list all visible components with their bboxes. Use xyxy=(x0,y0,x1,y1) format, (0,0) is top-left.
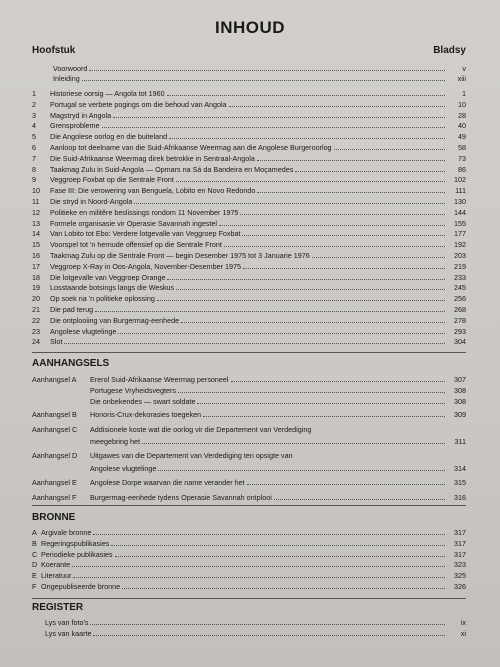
entry-label xyxy=(50,100,445,110)
entry-title: Voorwoord xyxy=(53,64,88,73)
dot-leader xyxy=(142,437,445,444)
entry-page-number: 58 xyxy=(458,143,466,152)
entry-label xyxy=(50,154,445,164)
entry-page-number: 256 xyxy=(454,294,466,304)
dot-leader xyxy=(118,327,445,334)
entry-number: 19 xyxy=(32,283,40,293)
entry-number: 8 xyxy=(32,164,36,174)
dot-leader xyxy=(312,251,445,258)
appendix-prefix: Aanhangsel F xyxy=(32,493,77,502)
dot-leader xyxy=(295,165,445,172)
entry-label xyxy=(41,571,445,581)
appendix-entry xyxy=(0,478,500,488)
entry-page-number: 309 xyxy=(454,410,466,419)
entry-title: meegebring het xyxy=(90,437,140,446)
entry-label xyxy=(50,327,445,337)
entry-page-number: ix xyxy=(460,618,466,627)
front-matter-entry xyxy=(0,74,500,84)
entry-page-number: 307 xyxy=(454,375,466,384)
entry-page-number: 130 xyxy=(454,197,466,206)
entry-page-number: 317 xyxy=(454,538,466,548)
entry-number: 10 xyxy=(32,186,40,196)
dot-leader xyxy=(257,186,445,193)
entry-title: Die ontplooiing van Burgermag-eenhede xyxy=(50,315,180,325)
entry-page-number: 308 xyxy=(454,386,466,395)
entry-title: Burgermag-eenhede tydens Operasie Savannah ontplooi xyxy=(90,493,272,502)
dot-leader xyxy=(197,397,445,404)
dot-leader xyxy=(240,208,445,215)
entry-title: Ererol Suid-Afrikaanse Weermag personeel xyxy=(90,375,229,384)
entry-title: Voorspel tot 'n hernude offensief op die Sentrale Front xyxy=(50,240,222,250)
entry-number: 16 xyxy=(32,251,40,260)
entry-label xyxy=(50,305,445,315)
entry-number: 9 xyxy=(32,175,36,185)
page-column-heading: Bladsy xyxy=(433,45,466,56)
entry-page-number: 102 xyxy=(454,175,466,185)
entry-title: Op soek na 'n politieke oplossing xyxy=(50,294,155,304)
entry-title: Grensprobleme xyxy=(50,121,100,131)
dot-leader xyxy=(167,273,445,280)
entry-number: 20 xyxy=(32,294,40,304)
chapter-entry xyxy=(0,132,500,142)
dot-leader xyxy=(89,64,445,71)
appendix-entry xyxy=(0,375,500,385)
entry-label xyxy=(45,629,445,639)
entry-label xyxy=(90,410,445,420)
entry-title: Politieke en militêre beslissings rondom 11 November 1975 xyxy=(50,207,239,217)
entry-number: 18 xyxy=(32,272,40,282)
entry-title: Die onbekendes — swart soldate xyxy=(90,397,196,406)
entry-page-number: 317 xyxy=(454,549,466,559)
chapter-entry xyxy=(0,240,500,250)
entry-label xyxy=(41,539,445,549)
entry-label xyxy=(50,121,445,131)
appendix-entry xyxy=(0,386,500,396)
entry-title: Die Suid-Afrikaanse Weermag direk betrokke in Sentraal-Angola xyxy=(50,153,255,163)
appendix-prefix: Aanhangsel B xyxy=(32,410,77,419)
dot-leader xyxy=(203,410,445,417)
chapter-entry xyxy=(0,100,500,110)
entry-label xyxy=(90,451,440,461)
entry-page-number: xiii xyxy=(457,74,466,83)
entry-label xyxy=(41,560,445,570)
entry-label xyxy=(90,464,445,474)
dot-leader xyxy=(176,175,445,182)
entry-label xyxy=(90,425,440,435)
entry-page-number: 49 xyxy=(458,132,466,142)
entry-title: Van Lobito tot Ebo: Verdere lotgevalle van Veggroep Foxbat xyxy=(50,229,241,239)
entry-title: Portugese Vryheidsvegters xyxy=(90,386,177,395)
entry-title: Literatuur xyxy=(41,571,72,581)
entry-number: 7 xyxy=(32,153,36,163)
entry-page-number: 233 xyxy=(454,272,466,282)
bronne-heading: BRONNE xyxy=(32,512,76,523)
entry-label xyxy=(50,273,445,283)
chapter-entry xyxy=(0,229,500,239)
entry-page-number: 1 xyxy=(462,89,466,98)
dot-leader xyxy=(158,464,445,471)
entry-page-number: 245 xyxy=(454,283,466,293)
entry-page-number: 203 xyxy=(454,251,466,260)
entry-page-number: 278 xyxy=(454,315,466,325)
appendix-entry xyxy=(0,493,500,503)
chapter-entry xyxy=(0,89,500,99)
entry-label xyxy=(45,618,445,628)
entry-page-number: 86 xyxy=(458,164,466,174)
entry-number: 3 xyxy=(32,110,36,120)
entry-label xyxy=(90,386,445,396)
entry-number: C xyxy=(32,549,38,559)
dot-leader xyxy=(334,143,445,150)
entry-label xyxy=(50,262,445,272)
entry-label xyxy=(50,197,445,207)
chapter-entry xyxy=(0,175,500,185)
dot-leader xyxy=(111,539,445,546)
chapter-entry xyxy=(0,294,500,304)
dot-leader xyxy=(82,74,445,81)
dot-leader xyxy=(157,294,445,301)
appendix-prefix: Aanhangsel E xyxy=(32,478,77,487)
dot-leader xyxy=(243,262,445,269)
dot-leader xyxy=(257,154,445,161)
entry-page-number: 40 xyxy=(458,121,466,131)
entry-page-number: 311 xyxy=(454,437,466,446)
entry-number: 6 xyxy=(32,143,36,152)
entry-title: Uitgawes van die Departement van Verdediging ten opsigte van xyxy=(90,451,293,460)
entry-number: 4 xyxy=(32,121,36,131)
source-entry xyxy=(0,550,500,560)
entry-number: F xyxy=(32,582,37,591)
chapter-entry xyxy=(0,251,500,261)
chapter-entry xyxy=(0,327,500,337)
entry-label xyxy=(53,74,445,84)
dot-leader xyxy=(115,550,445,557)
entry-number: 14 xyxy=(32,229,40,239)
entry-title: Inleiding xyxy=(53,74,80,83)
entry-label xyxy=(41,528,445,538)
entry-title: Argivale bronne xyxy=(41,528,92,537)
appendix-entry xyxy=(0,464,500,474)
chapter-entry xyxy=(0,165,500,175)
entry-number: 1 xyxy=(32,89,36,98)
entry-page-number: 323 xyxy=(454,560,466,570)
entry-page-number: 293 xyxy=(454,326,466,336)
entry-title: Slot xyxy=(50,337,63,347)
entry-label xyxy=(90,375,445,385)
dot-leader xyxy=(122,582,445,589)
dot-leader xyxy=(167,89,445,96)
chapter-entry xyxy=(0,186,500,196)
entry-page-number: 177 xyxy=(454,229,466,239)
entry-label xyxy=(50,111,445,121)
entry-label xyxy=(50,175,445,185)
entry-number: 23 xyxy=(32,326,40,336)
dot-leader xyxy=(93,528,445,535)
chapter-entry xyxy=(0,305,500,315)
entry-page-number: 28 xyxy=(458,110,466,120)
entry-page-number: 316 xyxy=(454,493,466,502)
dot-leader xyxy=(229,100,445,107)
dot-leader xyxy=(242,229,445,236)
entry-label xyxy=(50,89,445,99)
dot-leader xyxy=(181,316,445,323)
entry-page-number: 314 xyxy=(454,464,466,473)
chapter-column-heading: Hoofstuk xyxy=(32,45,76,56)
entry-title: Veggroep Foxbat op die Sentrale Front xyxy=(50,175,174,185)
entry-number: 12 xyxy=(32,207,40,217)
dot-leader xyxy=(169,132,445,139)
entry-number: B xyxy=(32,538,37,548)
entry-page-number: 111 xyxy=(455,186,466,196)
appendix-entry xyxy=(0,410,500,420)
dot-leader xyxy=(224,240,445,247)
aanhangsels-heading: AANHANGSELS xyxy=(32,358,110,369)
entry-number: 2 xyxy=(32,99,36,109)
entry-label xyxy=(50,251,445,261)
divider xyxy=(32,352,466,353)
entry-title: Angolese vlugtelinge xyxy=(50,326,117,336)
entry-page-number: v xyxy=(462,64,466,73)
source-entry xyxy=(0,560,500,570)
dot-leader xyxy=(176,283,445,290)
dot-leader xyxy=(102,121,445,128)
entry-label xyxy=(50,132,445,142)
entry-label xyxy=(50,186,445,196)
divider xyxy=(32,598,466,599)
chapter-entry xyxy=(0,197,500,207)
entry-title: Fase III: Die verowering van Benguela, Lobito en Novo Redondo xyxy=(50,186,256,196)
appendix-prefix: Aanhangsel C xyxy=(32,425,78,434)
entry-page-number: 304 xyxy=(454,337,466,347)
entry-number: D xyxy=(32,560,38,570)
chapter-entry xyxy=(0,121,500,131)
entry-page-number: 73 xyxy=(458,153,466,163)
entry-page-number: 268 xyxy=(454,305,466,314)
entry-page-number: 308 xyxy=(454,397,466,406)
chapter-entry xyxy=(0,316,500,326)
entry-title: Regeringspublikasies xyxy=(41,538,110,548)
entry-title: Veggroep X-Ray in Oos-Angola, November-Desember 1975 xyxy=(50,261,241,271)
entry-page-number: 192 xyxy=(454,240,466,250)
entry-title: Die stryd in Noord-Angola xyxy=(50,197,133,206)
appendix-prefix: Aanhangsel A xyxy=(32,375,77,384)
dot-leader xyxy=(73,571,445,578)
appendix-entry xyxy=(0,451,500,461)
register-entry xyxy=(0,618,500,628)
entry-label xyxy=(50,240,445,250)
entry-title: Historiese oorsig — Angola tot 1960 xyxy=(50,89,165,98)
entry-title: Formele organisasie vir Operasie Savannah ingestel xyxy=(50,218,217,228)
entry-title: Portugal se verbete pogings om die behoud van Angola xyxy=(50,99,227,109)
entry-title: Lys van kaarte xyxy=(45,629,92,638)
entry-page-number: 219 xyxy=(454,261,466,271)
entry-label xyxy=(50,283,445,293)
entry-title: Angolese Dorpe waarvan die name verander het xyxy=(90,478,245,487)
front-matter-entry xyxy=(0,64,500,74)
entry-number: 5 xyxy=(32,132,36,142)
entry-label xyxy=(50,143,445,153)
entry-label xyxy=(53,64,445,74)
source-entry xyxy=(0,582,500,592)
dot-leader xyxy=(134,197,445,204)
divider xyxy=(32,505,466,506)
chapter-entry xyxy=(0,208,500,218)
entry-label xyxy=(90,437,445,447)
dot-leader xyxy=(231,375,446,382)
dot-leader xyxy=(113,111,445,118)
entry-number: 11 xyxy=(32,197,40,206)
entry-page-number: 10 xyxy=(458,99,466,109)
chapter-entry xyxy=(0,337,500,347)
page-title: INHOUD xyxy=(214,18,286,37)
entry-title: Addisionele koste wat die oorlog vir die Departement van Verdediging xyxy=(90,425,312,434)
chapter-entry xyxy=(0,283,500,293)
entry-label xyxy=(90,478,445,488)
entry-title: Losstaande botsings langs die Weskus xyxy=(50,283,175,293)
dot-leader xyxy=(72,560,445,567)
entry-page-number: 315 xyxy=(454,478,466,487)
entry-page-number: 155 xyxy=(454,218,466,228)
chapter-entry xyxy=(0,111,500,121)
chapter-entry xyxy=(0,143,500,153)
source-entry xyxy=(0,528,500,538)
entry-title: Taakmag Zulu in Suid-Angola — Opmars na Sá da Bandeira en Moçamedes xyxy=(50,164,294,174)
entry-number: 17 xyxy=(32,261,40,271)
appendix-prefix: Aanhangsel D xyxy=(32,451,78,460)
entry-title: Ongepubliseerde bronne xyxy=(41,582,121,591)
chapter-entry xyxy=(0,154,500,164)
dot-leader xyxy=(90,618,445,625)
entry-number: 22 xyxy=(32,315,40,325)
entry-page-number: 144 xyxy=(454,207,466,217)
entry-title: Honoris-Crux-dekorasies toegeken xyxy=(90,410,202,419)
entry-title: Angolese vlugtelinge xyxy=(90,464,157,473)
entry-label xyxy=(50,337,445,347)
appendix-entry xyxy=(0,397,500,407)
entry-title: Die lotgevalle van Veggroep Orange xyxy=(50,272,166,282)
entry-title: Magstryd in Angola xyxy=(50,110,112,120)
dot-leader xyxy=(274,493,445,500)
entry-number: A xyxy=(32,528,37,537)
entry-label xyxy=(50,165,445,175)
entry-label xyxy=(90,493,445,503)
source-entry xyxy=(0,571,500,581)
dot-leader xyxy=(247,478,445,485)
register-heading: REGISTER xyxy=(32,602,84,613)
register-entry xyxy=(0,629,500,639)
entry-label xyxy=(41,582,445,592)
entry-number: 24 xyxy=(32,337,40,347)
dot-leader xyxy=(95,305,445,312)
entry-title: Koerante xyxy=(41,560,71,570)
entry-title: Die Angolese oorlog en die buiteland xyxy=(50,132,168,142)
entry-title: Lys van foto's xyxy=(45,618,89,627)
chapter-entry xyxy=(0,273,500,283)
entry-number: 21 xyxy=(32,305,40,314)
entry-page-number: 326 xyxy=(454,582,466,591)
entry-title: Taakmag Zulu op die Sentrale Front — begin Desember 1975 tot 3 Januarie 1976 xyxy=(50,251,310,260)
entry-title: Die pad terug xyxy=(50,305,94,314)
entry-label xyxy=(50,219,445,229)
appendix-entry xyxy=(0,437,500,447)
entry-page-number: 325 xyxy=(454,571,466,581)
entry-label xyxy=(50,208,445,218)
entry-title: Periodieke publikasies xyxy=(41,549,113,559)
entry-title: Aanloop tot deelname van die Suid-Afrikaanse Weermag aan die Angolese Burgeroorlog xyxy=(50,143,332,152)
entry-number: E xyxy=(32,571,37,581)
entry-label xyxy=(50,229,445,239)
entry-label xyxy=(90,397,445,407)
entry-label xyxy=(41,550,445,560)
entry-label xyxy=(50,294,445,304)
chapter-entry xyxy=(0,219,500,229)
entry-page-number: 317 xyxy=(454,528,466,537)
dot-leader xyxy=(64,337,445,344)
dot-leader xyxy=(93,629,445,636)
chapter-entry xyxy=(0,262,500,272)
dot-leader xyxy=(219,219,445,226)
dot-leader xyxy=(178,386,445,393)
entry-label xyxy=(50,316,445,326)
entry-number: 15 xyxy=(32,240,40,250)
entry-page-number: xi xyxy=(460,629,466,638)
appendix-entry xyxy=(0,425,500,435)
entry-number: 13 xyxy=(32,218,40,228)
source-entry xyxy=(0,539,500,549)
